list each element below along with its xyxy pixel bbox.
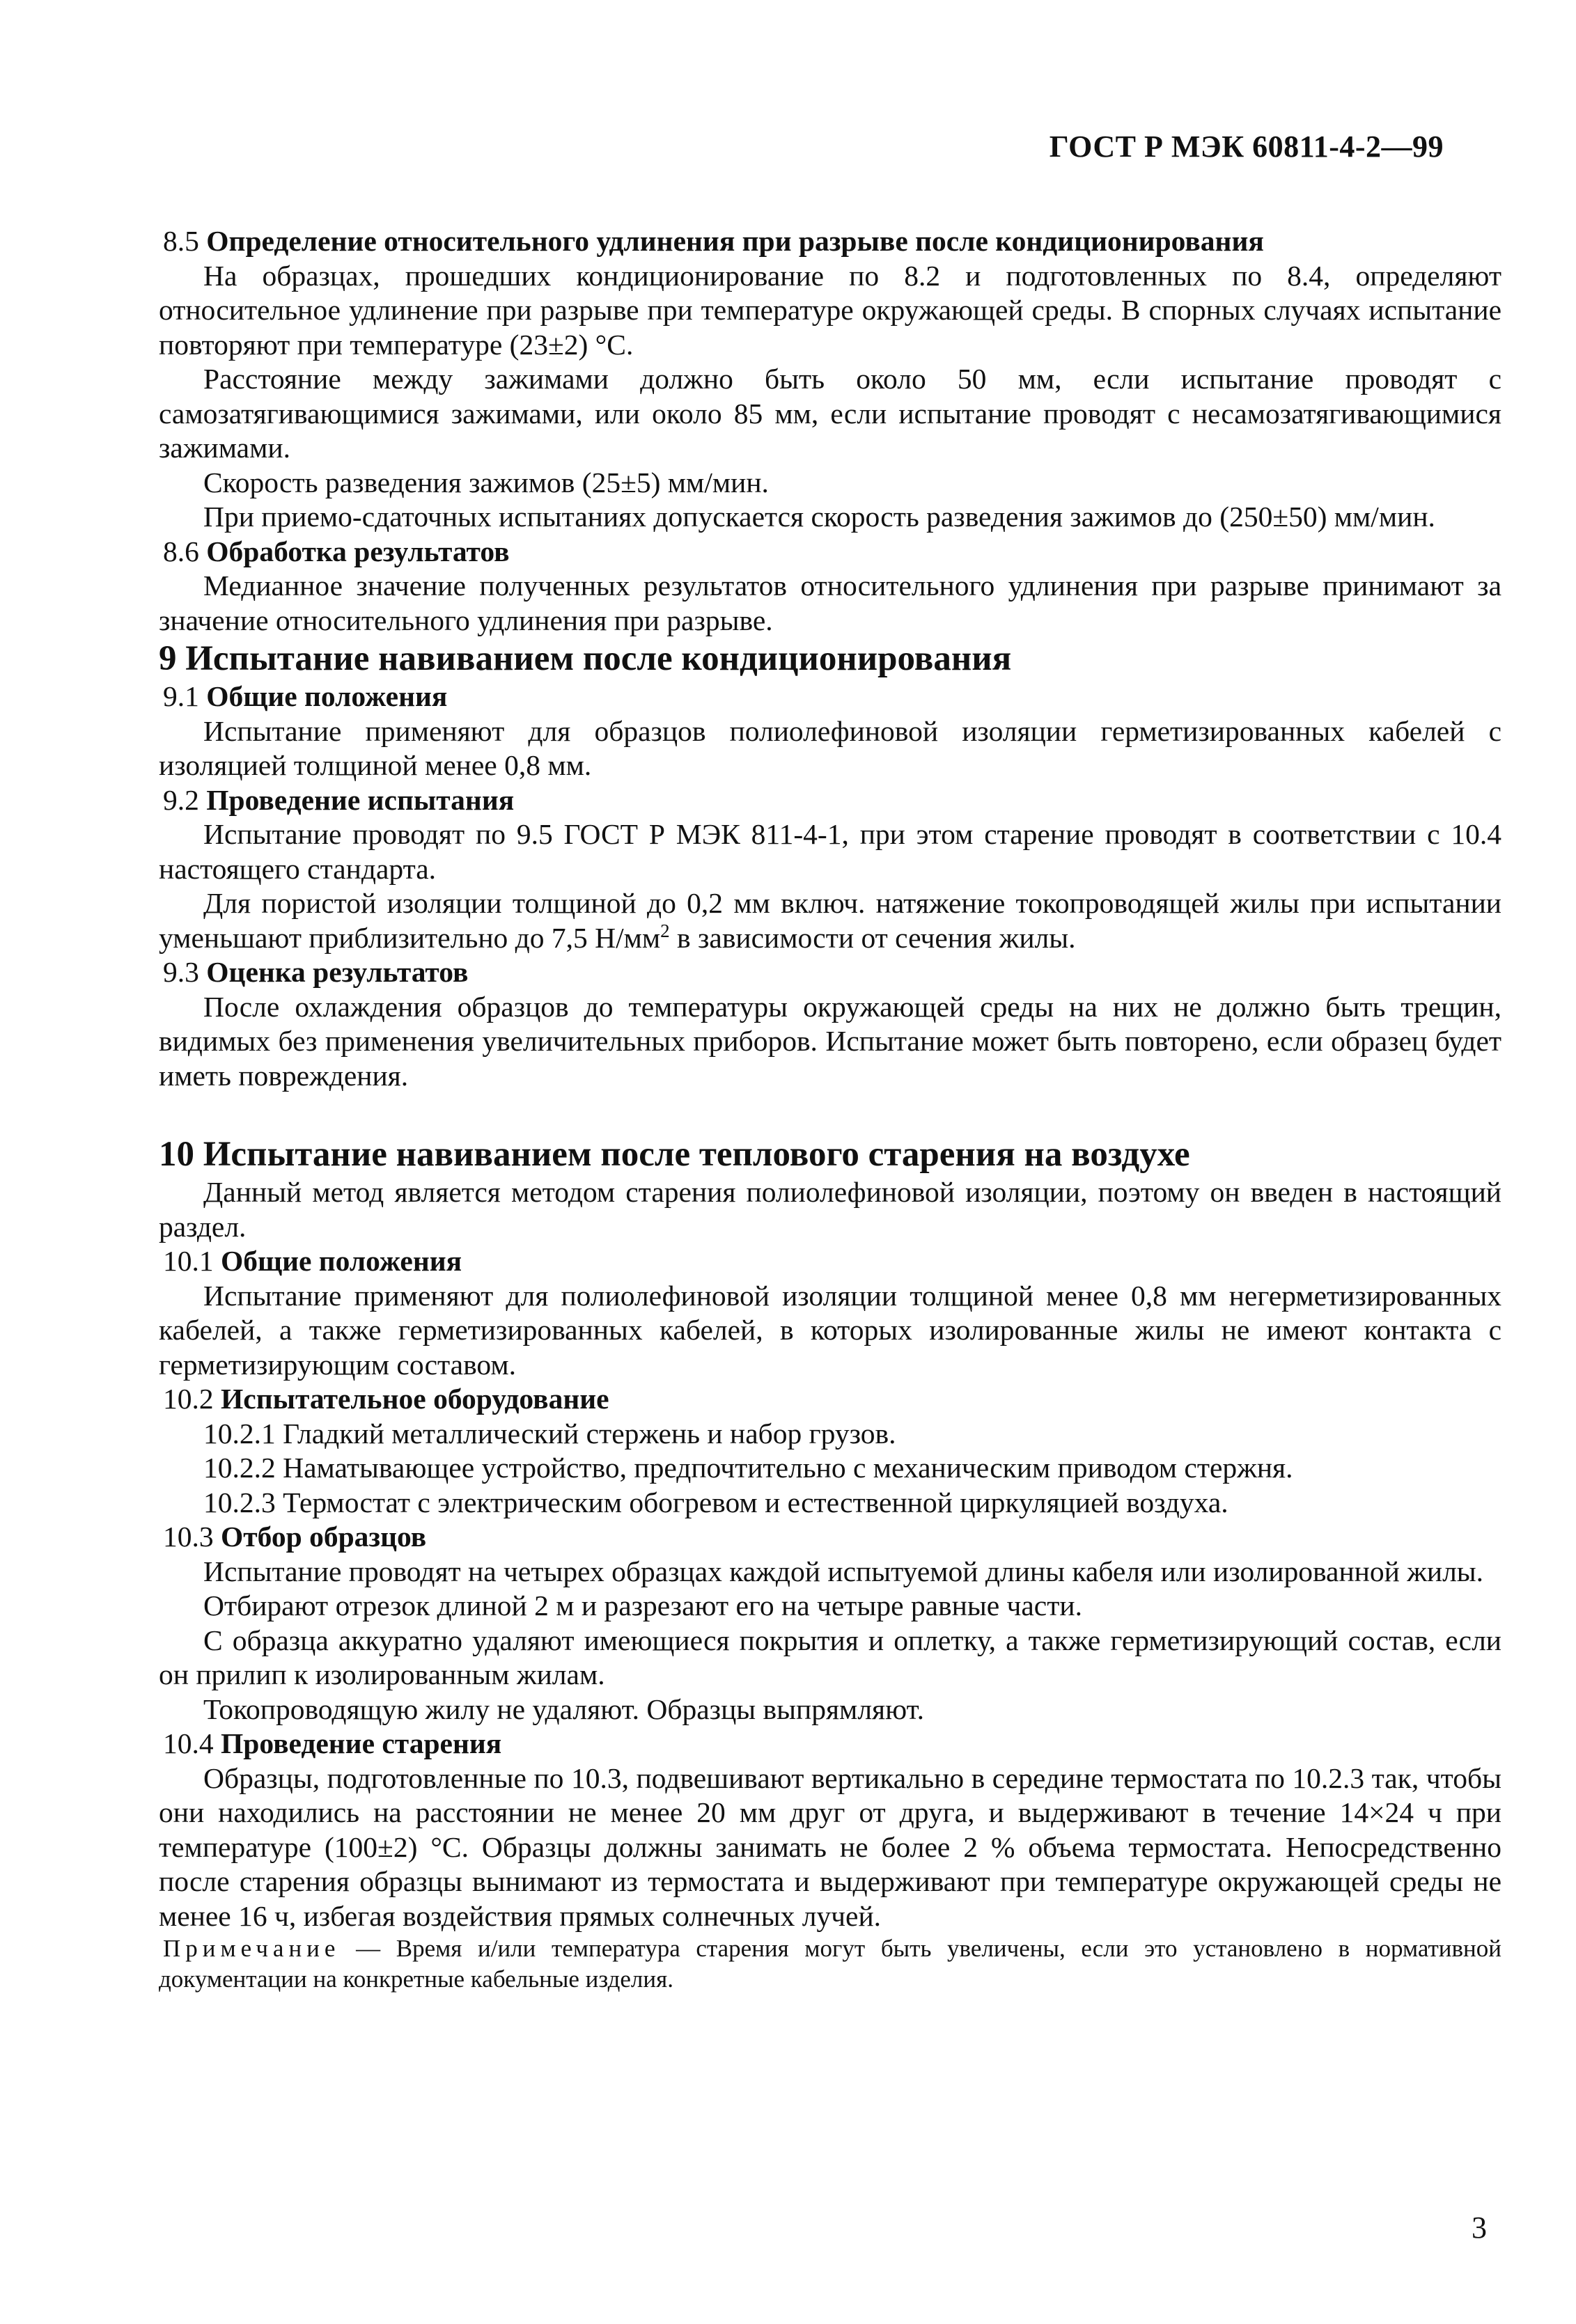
note xyxy=(159,1933,1501,1995)
subsection-number: 10.1 xyxy=(163,1245,214,1277)
subsection-title: Обработка результатов xyxy=(206,535,510,567)
superscript: 2 xyxy=(660,920,670,941)
subsection-8-5-heading xyxy=(159,224,1501,259)
subsection-title: Оценка результатов xyxy=(206,956,469,988)
list-item: 10.2.2 Наматывающее устройство, предпочтительно с механическим приводом стержня. xyxy=(203,1452,1293,1484)
subsection-number: 9.1 xyxy=(163,680,199,712)
subsection-10-2-heading xyxy=(159,1382,1501,1417)
subsection-8-6-heading xyxy=(159,535,1501,570)
paragraph: При приемо-сдаточных испытаниях допускается скорость разведения зажимов до (250±50) мм/мин. xyxy=(203,501,1435,533)
paragraph: Скорость разведения зажимов (25±5) мм/мин. xyxy=(203,466,769,498)
subsection-number: 8.5 xyxy=(163,225,199,257)
subsection-title: Проведение старения xyxy=(221,1727,502,1759)
subsection-number: 9.2 xyxy=(163,783,199,816)
paragraph: Отбирают отрезок длиной 2 м и разрезают его на четыре равные части. xyxy=(203,1589,1082,1622)
paragraph: После охлаждения образцов до температуры окружающей среды на них не должно быть трещин, видимых без применения увеличительных приборов. Испытание может быть повторено, если образец будет иметь повреждения. xyxy=(159,990,1501,1092)
subsection-title: Общие положения xyxy=(206,680,448,712)
note-text: — Время и/или температура старения могут быть увеличены, если это установлено в нормативной документации на конкретные кабельные изделия. xyxy=(159,1935,1501,1993)
section-10-heading: 10 Испытание навиванием после теплового старения на воздухе xyxy=(159,1135,1190,1174)
paragraph-text: в зависимости от сечения жилы. xyxy=(669,921,1076,954)
paragraph: Испытание применяют для образцов полиолефиновой изоляции герметизированных кабелей с изоляцией толщиной менее 0,8 мм. xyxy=(159,714,1501,781)
subsection-number: 10.4 xyxy=(163,1727,214,1759)
section-9-heading: 9 Испытание навиванием после кондиционирования xyxy=(159,639,1012,678)
page-number: 3 xyxy=(1472,2211,1487,2245)
document-body xyxy=(159,224,1501,1995)
paragraph: Образцы, подготовленные по 10.3, подвешивают вертикально в середине термостата по 10.2.3 так, чтобы они находились на расстоянии не менее 20 мм друг от друга, и выдерживают в течение 14×24 ч при температуре (100±2) °С. Образцы должны занимать не более 2 % объема термостата. Непосредственно после старения образцы вынимают из термостата и выдерживают при температуре окружающей среды не менее 16 ч, избегая воздействия прямых солнечных лучей. xyxy=(159,1761,1501,1932)
document-code-header: ГОСТ Р МЭК 60811-4-2—99 xyxy=(1049,129,1444,164)
subsection-number: 10.3 xyxy=(163,1521,214,1553)
paragraph: Данный метод является методом старения полиолефиновой изоляции, поэтому он введен в настоящий раздел. xyxy=(159,1176,1501,1243)
paragraph: Расстояние между зажимами должно быть около 50 мм, если испытание проводят с самозатягивающимися зажимами, или около 85 мм, если испытание проводят с несамозатягивающимися зажимами. xyxy=(159,363,1501,464)
list-item: 10.2.1 Гладкий металлический стержень и набор грузов. xyxy=(203,1417,896,1450)
subsection-9-2-heading xyxy=(159,783,1501,818)
paragraph: Испытание проводят по 9.5 ГОСТ Р МЭК 811-4-1, при этом старение проводят в соответствии с 10.4 настоящего стандарта. xyxy=(159,818,1501,885)
paragraph: Токопроводящую жилу не удаляют. Образцы выпрямляют. xyxy=(203,1693,924,1725)
paragraph-text: Для пористой изоляции толщиной до 0,2 мм включ. натяжение токопроводящей жилы при испытании уменьшают приблизительно до 7,5 Н/мм xyxy=(159,887,1501,954)
subsection-number: 10.2 xyxy=(163,1383,214,1415)
paragraph: Испытание применяют для полиолефиновой изоляции толщиной менее 0,8 мм негерметизированных кабелей, а также герметизированных кабелей, в которых изолированные жилы не имеют контакта с герметизирующим составом. xyxy=(159,1279,1501,1381)
paragraph xyxy=(159,886,1501,955)
paragraph: Медианное значение полученных результатов относительного удлинения при разрыве принимают за значение относительного удлинения при разрыве. xyxy=(159,570,1501,636)
paragraph: С образца аккуратно удаляют имеющиеся покрытия и оплетку, а также герметизирующий состав, если он прилип к изолированным жилам. xyxy=(159,1624,1501,1690)
paragraph: Испытание проводят на четырех образцах каждой испытуемой длины кабеля или изолированной жилы. xyxy=(203,1555,1484,1587)
subsection-number: 9.3 xyxy=(163,956,199,988)
subsection-number: 8.6 xyxy=(163,535,199,567)
subsection-9-1-heading xyxy=(159,680,1501,714)
subsection-title: Общие положения xyxy=(221,1245,462,1277)
subsection-title: Проведение испытания xyxy=(206,783,515,816)
subsection-title: Отбор образцов xyxy=(221,1521,427,1553)
subsection-9-3-heading xyxy=(159,955,1501,990)
subsection-title: Испытательное оборудование xyxy=(221,1383,609,1415)
subsection-10-4-heading xyxy=(159,1727,1501,1761)
subsection-title: Определение относительного удлинения при разрыве после кондиционирования xyxy=(206,225,1264,257)
subsection-10-1-heading xyxy=(159,1244,1501,1279)
subsection-10-3-heading xyxy=(159,1520,1501,1555)
list-item: 10.2.3 Термостат с электрическим обогревом и естественной циркуляцией воздуха. xyxy=(203,1486,1228,1518)
paragraph: На образцах, прошедших кондиционирование по 8.2 и подготовленных по 8.4, определяют относительное удлинение при разрыве при температуре окружающей среды. В спорных случаях испытание повторяют при температуре (23±2) °С. xyxy=(159,259,1501,361)
note-label: Примечание xyxy=(163,1935,341,1962)
